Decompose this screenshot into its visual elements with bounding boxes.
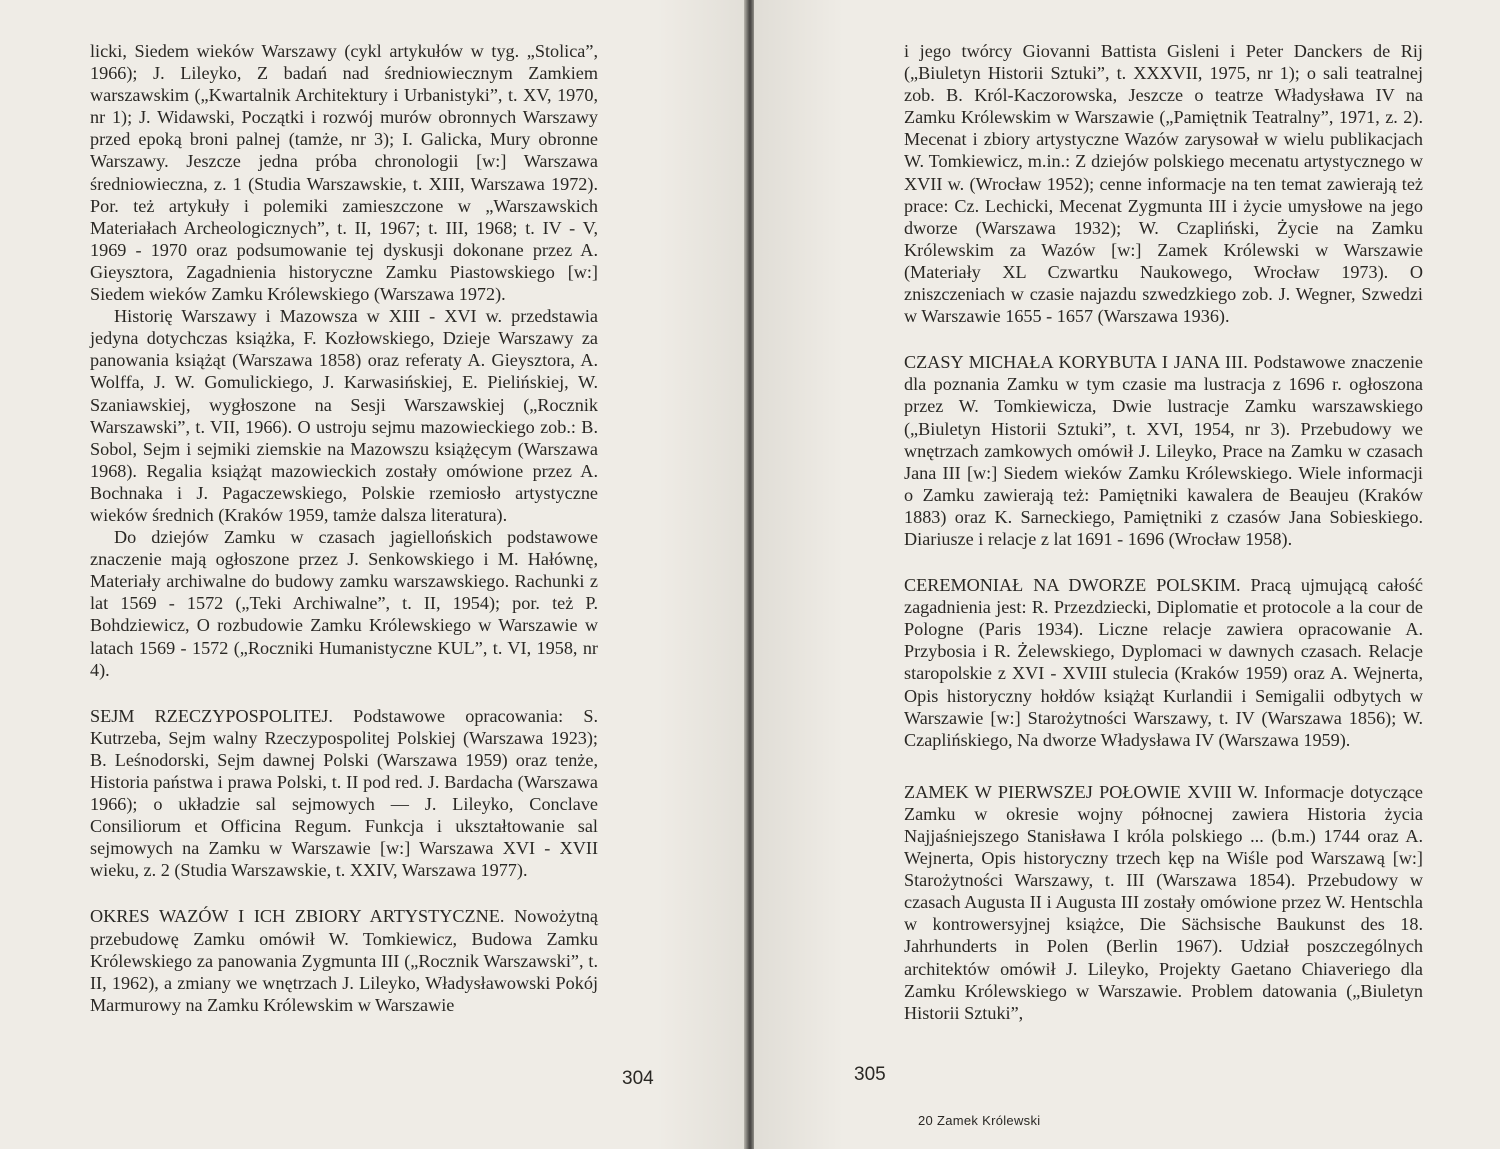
right-page [754,0,1500,1149]
left-page [0,0,746,1149]
section-sejm: SEJM RZECZYPOSPOLITEJ. Podstawowe opracowania: S. Kutrzeba, Sejm walny Rzeczypospolitej Polskiej (Warszawa 1923); B. Leśnodorski, Sejm dawnej Polski (Warszawa 1959) oraz tenże, Historia państwa i prawa Polski, t. II pod red. J. Bardacha (Warszawa 1966); o układzie sal sejmowych — J. Lileyko, Conclave Consiliorum et Officina Regum. Funkcja i ukształtowanie sal sejmowych na Zamku w Warszawie [w:] Warszawa XVI - XVII wieku, z. 2 (Studia Warszawskie, t. XXIV, Warszawa 1977). [90,705,598,881]
page-number-right: 305 [854,1064,886,1085]
section-zamek-xviii: ZAMEK W PIERWSZEJ POŁOWIE XVIII W. Informacje dotyczące Zamku w okresie wojny północnej zawiera Historia życia Najjaśniejszego Stanisława I króla polskiego ... (b.m.) 1744 oraz A. Wejnerta, Opis historyczny trzech kęp na Wiśle pod Warszawą [w:] Starożytności Warszawy, t. III (Warszawa 1854). Przebudowy w czasach Augusta II i Augusta III zostały omówione przez W. Hentschla w kontrowersyjnej książce, Die Sächsische Baukunst des 18. Jahrhunderts in Polen (Berlin 1967). Udział poszczególnych architektów omówił J. Lileyko, Projekty Gaetano Chiaveriego dla Zamku Królewskiego w Warszawie. Problem datowania („Biuletyn Historii Sztuki”, [904,781,1423,1023]
page-footer: 20 Zamek Królewski [918,1113,1041,1128]
left-page-text [90,40,598,1016]
section-okres-wazow: OKRES WAZÓW I ICH ZBIORY ARTYSTYCZNE. Nowożytną przebudowę Zamku omówił W. Tomkiewicz, Budowa Zamku Królewskiego za panowania Zygmunta III („Rocznik Warszawski”, t. II, 1962), a zmiany we wnętrzach J. Lileyko, Władysławowski Pokój Marmurowy na Zamku Królewskim w Warszawie [90,906,598,1015]
section-ceremonial: CEREMONIAŁ NA DWORZE POLSKIM. Pracą ujmującą całość zagadnienia jest: R. Przezdziecki, Diplomatie et protocole a la cour de Pologne (Paris 1934). Liczne relacje zawiera opracowanie A. Przybosia i R. Żelewskiego, Dyplomaci w dawnych czasach. Relacje staropolskie z XVI - XVIII stulecia (Kraków 1959) oraz A. Wejnerta, Opis historyczny hołdów książąt Kurlandii i Semigalii odbytych w Warszawie [w:] Starożytności Warszawy, t. IV (Warszawa 1856); W. Czaplińskiego, Na dworze Władysława IV (Warszawa 1959). [904,575,1423,750]
paragraph: Do dziejów Zamku w czasach jagiellońskich podstawowe znaczenie mają ogłoszone przez J. Senkowskiego i M. Hałównę, Materiały archiwalne do budowy zamku warszawskiego. Rachunki z lat 1569 - 1572 („Teki Archiwalne”, t. II, 1954); por. też P. Bohdziewicz, O rozbudowie Zamku Królewskiego w Warszawie w latach 1569 - 1572 („Roczniki Humanistyczne KUL”, t. VI, 1958, nr 4). [90,527,598,680]
paragraph: i jego twórcy Giovanni Battista Gisleni i Peter Danckers de Rij („Biuletyn Historii Sztuki”, t. XXXVII, 1975, nr 1); o sali teatralnej zob. B. Król-Kaczorowska, Jeszcze o teatrze Władysława IV na Zamku Królewskim w Warszawie („Pamiętnik Teatralny”, 1971, z. 2). Mecenat i zbiory artystyczne Wazów zarysował w wielu publikacjach W. Tomkiewicz, m.in.: Z dziejów polskiego mecenatu artystycznego w XVII w. (Wrocław 1952); cenne informacje na ten temat zawierają też prace: Cz. Lechicki, Mecenat Zygmunta III i życie umysłowe na jego dworze (Warszawa 1932); W. Czapliński, Życie na Zamku Królewskim za Wazów [w:] Zamek Królewski w Warszawie (Materiały XL Czwartku Naukowego, Wrocław 1973). O zniszczeniach w czasie najazdu szwedzkiego zob. J. Wegner, Szwedzi w Warszawie 1655 - 1657 (Warszawa 1936). [904,41,1423,327]
page-number-left: 304 [622,1068,654,1089]
paragraph: licki, Siedem wieków Warszawy (cykl artykułów w tyg. „Stolica”, 1966); J. Lileyko, Z badań nad średniowiecznym Zamkiem warszawskim („Kwartalnik Architektury i Urbanistyki”, t. XV, 1970, nr 1); J. Widawski, Początki i rozwój murów obronnych Warszawy przed epoką broni palnej (tamże, nr 3); I. Galicka, Mury obronne Warszawy. Jeszcze jedna próba chronologii [w:] Warszawa średniowieczna, z. 1 (Studia Warszawskie, t. XIII, Warszawa 1972). Por. też artykuły i polemiki zamieszczone w „Warszawskich Materiałach Archeologicznych”, t. II, 1967; t. III, 1968; t. IV - V, 1969 - 1970 oraz podsumowanie tej dyskusji dokonane przez A. Gieysztora, Zagadnienia historyczne Zamku Piastowskiego [w:] Siedem wieków Zamku Królewskiego (Warszawa 1972). [90,41,598,305]
section-czasy-michala: CZASY MICHAŁA KORYBUTA I JANA III. Podstawowe znaczenie dla poznania Zamku w tym czasie ma lustracja z 1696 r. ogłoszona przez W. Tomkiewicza, Dwie lustracje Zamku warszawskiego („Biuletyn Historii Sztuki”, t. XVI, 1954, nr 3). Przebudowy we wnętrzach zamkowych omówił J. Lileyko, Prace na Zamku w czasach Jana III [w:] Siedem wieków Zamku Królewskiego. Wiele informacji o Zamku zawierają też: Pamiętniki kawalera de Beaujeu (Kraków 1883) oraz K. Sarneckiego, Pamiętniki z czasów Jana Sobieskiego. Diariusze i relacje z lat 1691 - 1696 (Wrocław 1958). [904,352,1423,549]
right-page-text [904,40,1423,1024]
paragraph: Historię Warszawy i Mazowsza w XIII - XVI w. przedstawia jedyna dotychczas książka, F. Kozłowskiego, Dzieje Warszawy za panowania książąt (Warszawa 1858) oraz referaty A. Gieysztora, A. Wolffa, J. W. Gomulickiego, J. Karwasińskiej, E. Pielińskiej, W. Szaniawskiej, wygłoszone na Sesji Warszawskiej („Rocznik Warszawski”, t. VII, 1966). O ustroju sejmu mazowieckiego zob.: B. Sobol, Sejm i sejmiki ziemskie na Mazowszu książęcym (Warszawa 1968). Regalia książąt mazowieckich zostały omówione przez A. Bochnaka i J. Pagaczewskiego, Polskie rzemiosło artystyczne wieków średnich (Kraków 1959, tamże dalsza literatura). [90,306,598,525]
